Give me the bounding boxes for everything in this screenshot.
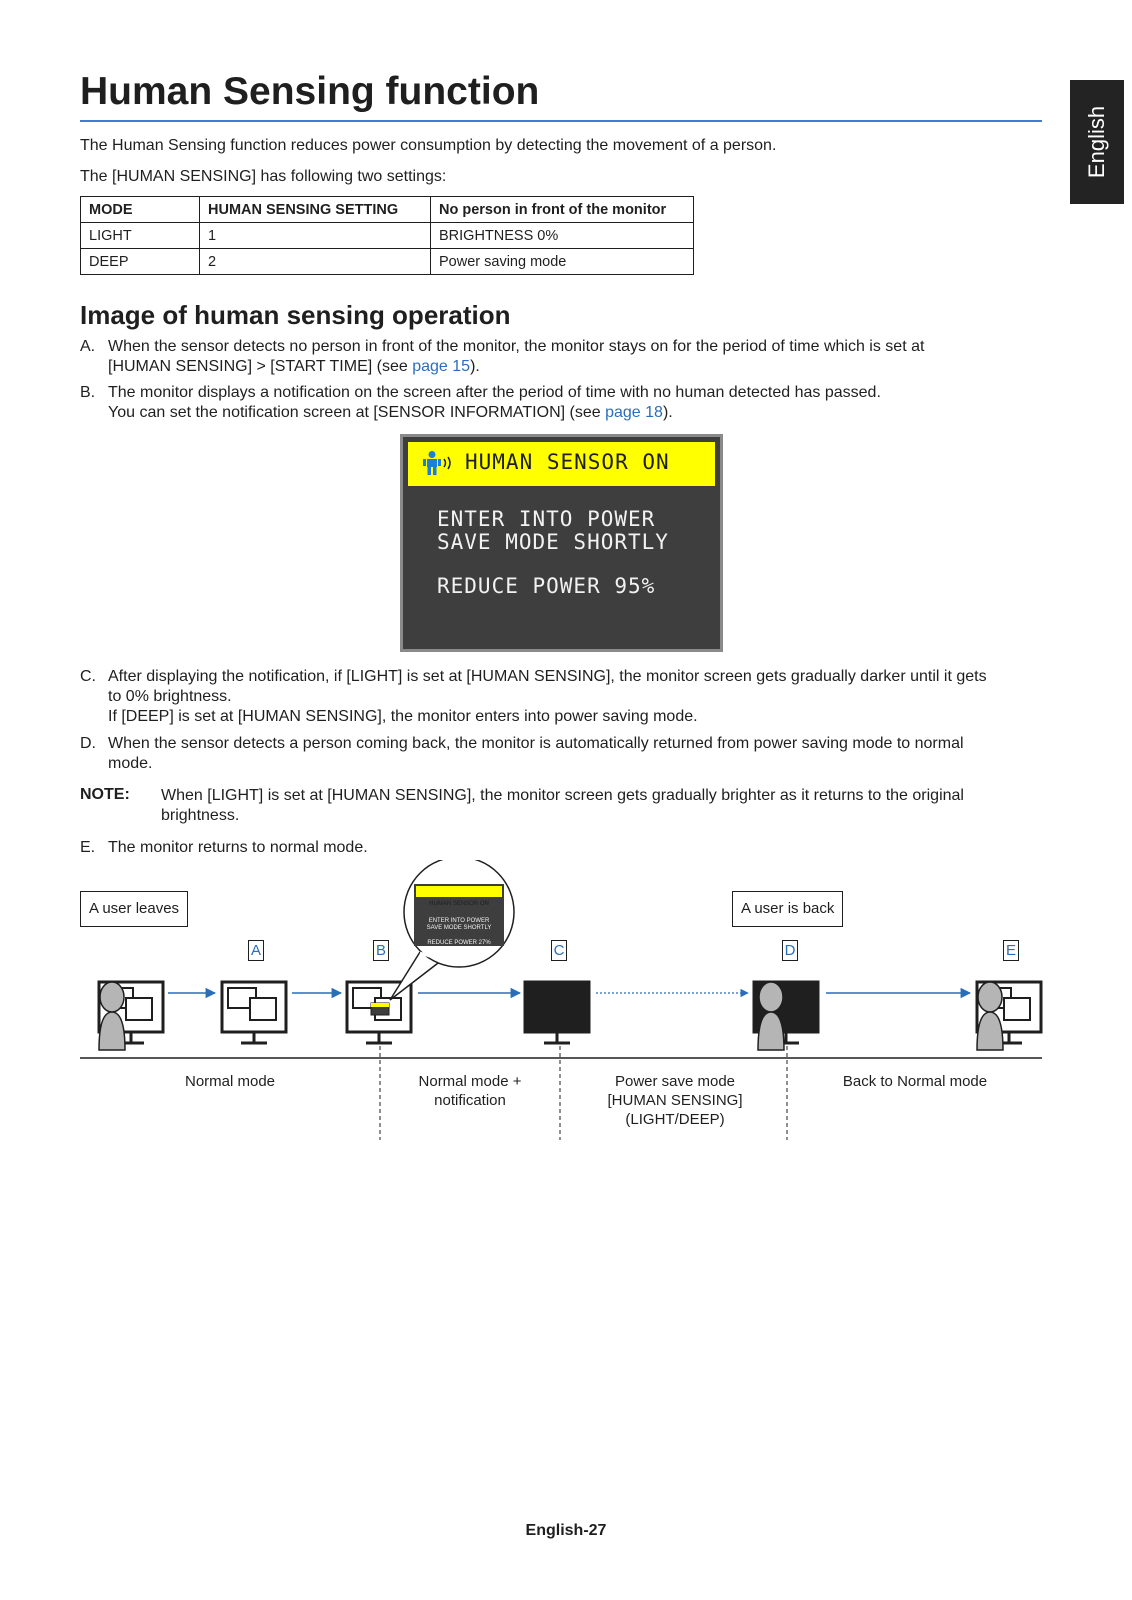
step-text [108, 383, 1048, 423]
step-line-text: You can set the notification screen at [SENSOR INFORMATION] (see [108, 404, 606, 421]
phase-caption-normal: Normal mode [184, 1073, 276, 1090]
step-line: mode. [108, 755, 153, 772]
step-line: When the sensor detects no person in front of the monitor, the monitor stays on for the period of time which is set at [108, 338, 925, 355]
table-header-cell: MODE [81, 197, 200, 223]
page-number: English-27 [525, 1522, 607, 1539]
section-title: Image of human sensing operation [80, 300, 511, 330]
table-header-row [81, 197, 694, 223]
bubble-line: ENTER INTO POWER [428, 918, 490, 924]
language-tab-label: English [1084, 105, 1109, 179]
step-marker-b: B [373, 940, 389, 961]
phase-caption-power-save [575, 1072, 775, 1129]
page-15-link[interactable]: page 15 [412, 358, 471, 375]
table-cell: 2 [200, 249, 431, 275]
phase-caption-back: Back to Normal mode [842, 1073, 988, 1090]
table-row [81, 249, 694, 275]
caption-line: Power save mode [614, 1073, 736, 1090]
human-sensor-icon [422, 450, 456, 476]
table-cell: BRIGHTNESS 0% [431, 223, 694, 249]
user-back-label: A user is back [732, 891, 843, 927]
step-line: After displaying the notification, if [LIGHT] is set at [HUMAN SENSING], the monitor screen gets gradually darker until it gets [108, 668, 987, 685]
step-line [108, 403, 1048, 423]
settings-table [80, 196, 694, 275]
table-cell: Power saving mode [431, 249, 694, 275]
step-line: to 0% brightness. [108, 688, 232, 705]
language-tab [1070, 80, 1124, 204]
step-line: When the sensor detects a person coming back, the monitor is automatically returned from power saving mode to normal [108, 735, 964, 752]
osd-line: SAVE MODE SHORTLY [437, 530, 669, 554]
step-line: The monitor returns to normal mode. [108, 839, 368, 856]
osd-line: ENTER INTO POWER [437, 507, 656, 531]
step-label: A. [80, 338, 96, 355]
page-title: Human Sensing function [80, 70, 540, 113]
step-line-text: ). [470, 358, 480, 375]
table-row [81, 223, 694, 249]
intro-paragraph-1: The Human Sensing function reduces power consumption by detecting the movement of a person. [80, 137, 777, 154]
note-label: NOTE: [80, 786, 130, 803]
monitor-icon [222, 982, 286, 1043]
osd-header-bar [408, 442, 715, 486]
step-line [108, 357, 1048, 377]
step-text [108, 337, 1048, 377]
caption-line: Normal mode + [418, 1073, 522, 1090]
step-line-text: [HUMAN SENSING] > [START TIME] (see [108, 358, 413, 375]
monitor-off-icon [525, 982, 589, 1043]
table-header-cell: HUMAN SENSING SETTING [200, 197, 431, 223]
osd-line: REDUCE POWER 95% [437, 574, 656, 598]
step-marker-c: C [551, 940, 567, 961]
osd-notification-screen [400, 434, 723, 652]
step-label: D. [80, 735, 96, 752]
table-header-cell: No person in front of the monitor [431, 197, 694, 223]
note-text [161, 786, 1041, 826]
step-marker-a: A [248, 940, 264, 961]
bubble-header-text: HUMAN SENSOR ON [429, 901, 489, 907]
table-cell: LIGHT [81, 223, 200, 249]
table-cell: 1 [200, 223, 431, 249]
step-marker-e: E [1003, 940, 1019, 961]
bubble-line: SAVE MODE SHORTLY [426, 925, 492, 931]
step-text [108, 667, 1048, 727]
osd-header-text: HUMAN SENSOR ON [465, 450, 670, 474]
page-18-link[interactable]: page 18 [605, 404, 663, 421]
step-label: B. [80, 384, 96, 401]
title-divider [80, 120, 1042, 122]
step-label: C. [80, 668, 96, 685]
step-line-text: ). [662, 404, 673, 421]
bubble-text [416, 918, 502, 932]
step-label: E. [80, 839, 96, 856]
step-line: The monitor displays a notification on the screen after the period of time with no human detected has passed. [108, 384, 881, 401]
table-cell: DEEP [81, 249, 200, 275]
step-text [108, 838, 1048, 858]
bubble-line: REDUCE POWER 27% [427, 940, 491, 946]
note-line: brightness. [161, 807, 240, 824]
step-marker-d: D [782, 940, 798, 961]
caption-line: [HUMAN SENSING] [607, 1092, 743, 1109]
step-line: If [DEEP] is set at [HUMAN SENSING], the monitor enters into power saving mode. [108, 708, 698, 725]
phase-caption-notification [390, 1072, 550, 1110]
user-leaves-label: A user leaves [80, 891, 188, 927]
caption-line: (LIGHT/DEEP) [625, 1111, 725, 1128]
caption-line: notification [434, 1092, 506, 1109]
step-text [108, 734, 1048, 774]
intro-paragraph-2: The [HUMAN SENSING] has following two settings: [80, 168, 447, 185]
note-line: When [LIGHT] is set at [HUMAN SENSING], the monitor screen gets gradually brighter as it returns to the original [161, 787, 964, 804]
